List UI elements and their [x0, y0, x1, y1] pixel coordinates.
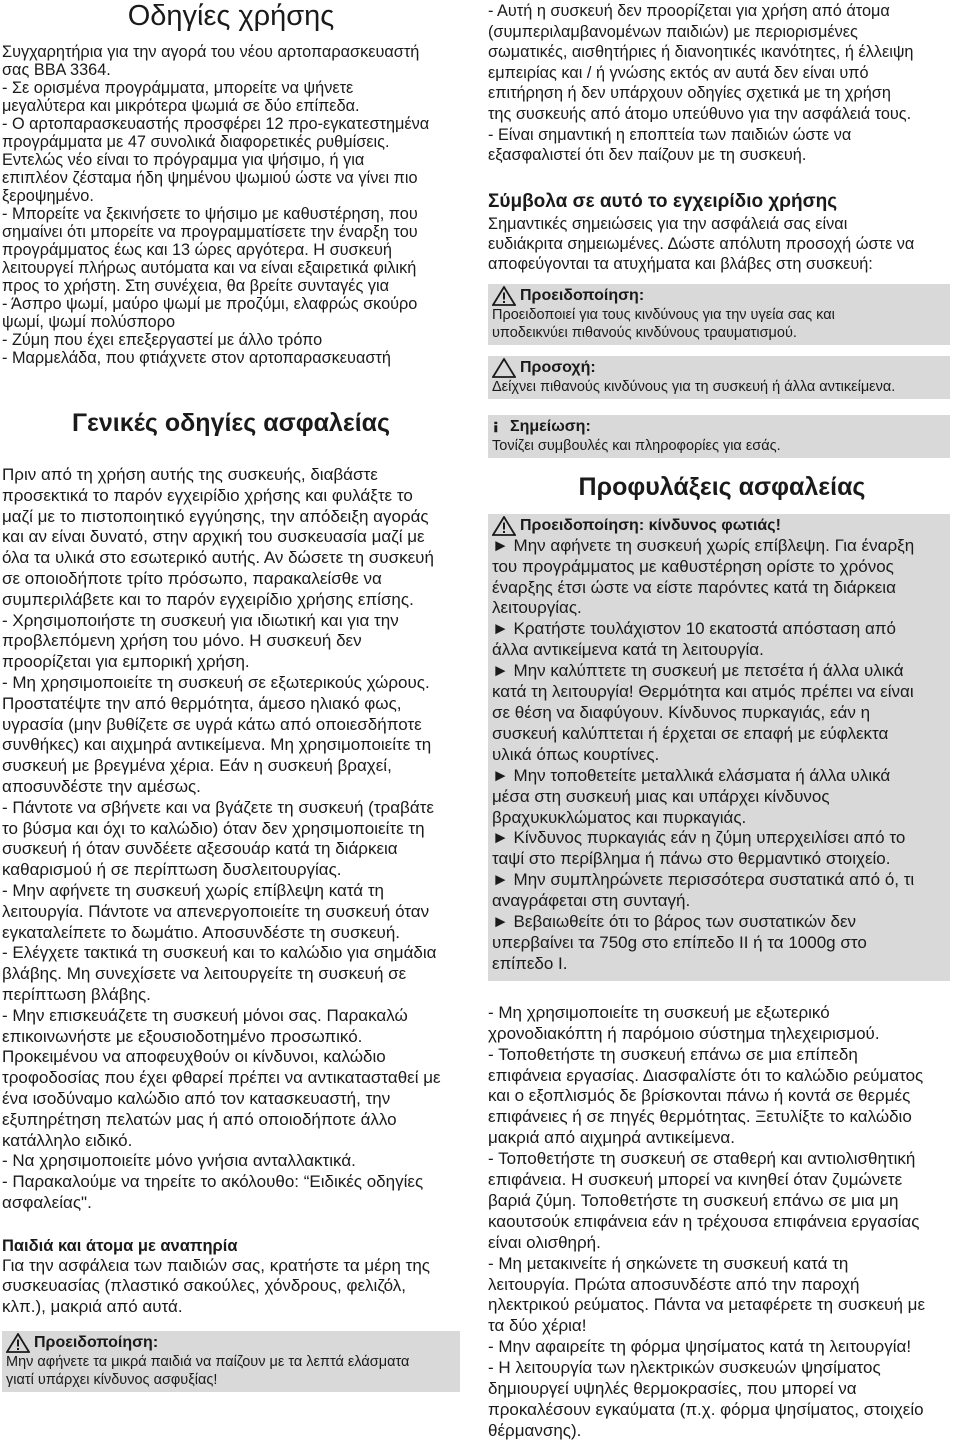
right-intro-text: [488, 1, 956, 166]
right-bottom-line: - Μην αφαιρείτε τη φόρμα ψησίματος κατά τη λειτουργία!: [488, 1337, 912, 1357]
safety-line: αποσυνδέστε την αμέσως.: [2, 776, 201, 796]
right-column: [488, 0, 956, 1442]
fire-warning-line: ► Μην αφήνετε τη συσκευή χωρίς επίβλεψη. Για έναρξη: [492, 535, 915, 555]
right-bottom-line: είναι ολισθηρή.: [488, 1232, 601, 1252]
safety-line: βλάβης. Μη συνεχίσετε να λειτουργείτε τη συσκευή σε: [2, 964, 407, 984]
symbol-warning-line: Προειδοποιεί για τους κινδύνους για την υγεία σας και: [492, 306, 835, 323]
general-safety-title: Γενικές οδηγίες ασφαλείας: [71, 409, 391, 437]
safety-line: σε οποιοδήποτε τρίτο πρόσωπο, παρακαλείσθε να: [2, 568, 382, 588]
safety-line: - Μην επισκευάζετε τη συσκευή μόνοι σας. Παρακαλώ: [2, 1005, 408, 1025]
symbol-caution-title: [492, 358, 946, 378]
symbol-warning-text: [492, 306, 946, 342]
right-bottom-line: θέρμανσης).: [488, 1420, 582, 1440]
intro-line: - Ο αρτοπαρασκευαστής προσφέρει 12 προ-εγκατεστημένα: [2, 115, 430, 133]
symbol-note-title: [492, 417, 946, 437]
right-bottom-line: - Τοποθετήστε τη συσκευή σε σταθερή και αντιολισθητική: [488, 1149, 916, 1169]
symbol-caution-text: [492, 378, 946, 396]
warning-triangle-icon: [492, 286, 516, 306]
intro-line: προγράμματος έως και 13 ώρες αργότερα. Η συσκευή: [2, 241, 392, 259]
safety-line: Πριν από τη χρήση αυτής της συσκευής, διαβάστε: [2, 465, 378, 484]
fire-warning-line: υπερβαίνει τα 750g στο επίπεδο II ή τα 1000g στο: [492, 932, 867, 952]
symbol-note-line: Τονίζει συμβουλές και πληροφορίες για εσάς.: [492, 437, 781, 454]
fire-warning-line: σε θέση να διαφύγουν. Κίνδυνος πυρκαγιάς, εάν η: [492, 703, 871, 722]
fire-warning-line: έναρξης έτσι ώστε να είστε παρόντες κατά τη διάρκεια: [492, 577, 896, 597]
right-bottom-line: - Μη μετακινείτε ή σηκώνετε τη συσκευή κατά τη: [488, 1253, 849, 1273]
symbols-line: ευδιάκριτα σημειωμένες. Δώστε απόλυτη προσοχή ώστε να: [488, 234, 915, 253]
children-heading: Παιδιά και άτομα με αναπηρία: [2, 1236, 238, 1255]
warning-triangle-icon: [6, 1333, 30, 1353]
safety-line: εξυπηρέτηση πελατών μας ή από οποιοδήποτε άλλο: [2, 1109, 397, 1129]
safety-line: - Μη χρησιμοποιείτε τη συσκευή σε εξωτερικούς χώρους.: [2, 672, 430, 692]
safety-line: τροφοδοσίας που έχει φθαρεί πρέπει να αντικατασταθεί με: [2, 1068, 441, 1088]
info-i-icon: [492, 417, 506, 437]
symbol-box-caution: [488, 356, 950, 399]
fire-warning-line: ► Μην τοποθετείτε μεταλλικά ελάσματα ή άλλα υλικά: [492, 765, 891, 785]
safety-line: καθαρισμού ή σε περίπτωση δυσλειτουργίας.: [2, 860, 342, 880]
safety-line: εγκαταλείπετε το δωμάτιο. Αποσυνδέστε τη συσκευή.: [2, 922, 400, 942]
children-text: [2, 1256, 460, 1318]
fire-warning-line: μέσα στη συσκευή μιας και υπάρχει κίνδυνος: [492, 786, 830, 806]
right-intro-line: εξασφαλιστεί ότι δεν παίζουν με τη συσκευή.: [488, 146, 807, 165]
warning-box-title-text: Προειδοποίηση:: [34, 1334, 159, 1352]
right-bottom-line: μακριά από αιχμηρά αντικείμενα.: [488, 1128, 735, 1148]
fire-warning-line: ► Κίνδυνος πυρκαγιάς εάν η ζύμη υπερχειλίσει από το: [492, 828, 906, 848]
right-intro-line: - Αυτή η συσκευή δεν προορίζεται για χρήση από άτομα: [488, 2, 890, 20]
right-intro-line: (συμπεριλαμβανομένων παιδιών) με περιορισμένες: [488, 22, 858, 41]
fire-warning-line: βραχυκυκλώματος και πυρκαγιάς.: [492, 807, 747, 827]
intro-line: - Σε ορισμένα προγράμματα, μπορείτε να ψήνετε: [2, 79, 354, 97]
safety-line: - Μην αφήνετε τη συσκευή χωρίς επίβλεψη κατά τη: [2, 880, 385, 900]
precautions-title: Προφυλάξεις ασφαλείας: [578, 472, 866, 501]
intro-line: σημαίνει ότι μπορείτε να προγραμματίσετε την έναρξη του: [2, 223, 418, 241]
symbols-title: Σύμβολα σε αυτό το εγχειρίδιο χρήσης: [488, 190, 838, 212]
intro-line: σας BBA 3364.: [2, 61, 111, 79]
fire-warning-line: συσκευή καλύπτεται ή έρχεται σε επαφή με εύφλεκτα: [492, 723, 889, 743]
safety-line: κατάλληλο ειδικό.: [2, 1130, 133, 1150]
symbol-warning-title-text: Προειδοποίηση:: [520, 286, 645, 304]
safety-line: επικοινωνήστε με εξουσιοδοτημένο προσωπικό.: [2, 1026, 363, 1046]
safety-line: - Πάντοτε να σβήνετε και να βγάζετε τη συσκευή (τραβάτε: [2, 797, 434, 817]
safety-line: προβλεπόμενη χρήση του μόνο. Η συσκευή δεν: [2, 631, 362, 651]
right-bottom-line: δημιουργεί υψηλές θερμοκρασίες, που μπορεί να: [488, 1379, 857, 1399]
right-intro-line: επιτήρηση ή δεν υπάρχουν οδηγίες σχετικά με τη χρήση: [488, 84, 891, 103]
safety-line: συσκευή με βρεγμένα χέρια. Εάν η συσκευή βραχεί,: [2, 756, 392, 776]
page-title: Οδηγίες χρήσης: [127, 0, 335, 32]
general-safety-text: [2, 465, 460, 1214]
fire-warning-line: άλλα αντικείμενα κατά τη λειτουργία.: [492, 640, 764, 660]
fire-warning-box: [488, 514, 950, 981]
right-bottom-line: λειτουργία. Πρώτα αποσυνδέστε από την παροχή: [488, 1274, 860, 1294]
children-line: κλπ.), μακριά από αυτά.: [2, 1297, 183, 1317]
symbol-warning-title: [492, 286, 946, 306]
fire-warning-line: επίπεδο I.: [492, 953, 568, 973]
right-bottom-line: τα δύο χέρια!: [488, 1316, 587, 1336]
children-line: συσκευασίας (πλαστικό σακούλες, χόνδρους, φελιζόλ,: [2, 1276, 407, 1296]
right-bottom-line: καουτσούκ επιφάνεια εάν η τρέχουσα επιφάνεια εργασίας: [488, 1211, 920, 1231]
safety-line: Προστατέψτε την από θερμότητα, άμεσο ηλιακό φως,: [2, 693, 402, 713]
intro-line: προγράμματα με 47 συνολικά διαφορετικές ρυθμίσεις.: [2, 133, 390, 151]
intro-line: Συγχαρητήρια για την αγορά του νέου αρτοπαρασκευαστή: [2, 43, 420, 61]
symbols-text: [488, 214, 956, 274]
intro-line: - Μαρμελάδα, που φτιάχνετε στον αρτοπαρασκευαστή: [2, 349, 391, 367]
intro-text: [2, 43, 460, 367]
warning-box-line: Μην αφήνετε τα μικρά παιδιά να παίζουν με τα λεπτά ελάσματα: [6, 1354, 410, 1371]
safety-line: λειτουργία. Πάντοτε να απενεργοποιείτε τη συσκευή όταν: [2, 901, 430, 921]
right-bottom-line: - Τοποθετήστε τη συσκευή επάνω σε μια επίπεδη: [488, 1044, 858, 1064]
warning-triangle-icon: [492, 516, 516, 536]
intro-line: λειτουργεί πλήρως αυτόματα και να είναι εξαιρετικά φιλική: [2, 259, 417, 277]
fire-warning-line: λειτουργίας.: [492, 598, 582, 618]
warning-box-text: [6, 1353, 456, 1389]
fire-warning-title: [492, 516, 946, 536]
safety-line: μαζί με το πιστοποιητικό εγγύησης, την απόδειξη αγοράς: [2, 506, 429, 526]
fire-warning-line: ► Βεβαιωθείτε ότι το βάρος των συστατικών δεν: [492, 912, 857, 932]
safety-line: - Ελέγχετε τακτικά τη συσκευή και το καλώδιο για σημάδια: [2, 943, 437, 963]
fire-warning-line: αναγράφεται στη συνταγή.: [492, 891, 691, 911]
safety-line: - Να χρησιμοποιείτε μόνο γνήσια ανταλλακτικά.: [2, 1151, 356, 1171]
left-column: [2, 0, 460, 1392]
caution-triangle-icon: [492, 358, 516, 378]
intro-line: προς το χρήστη. Στη συνέχεια, θα βρείτε συνταγές για: [2, 277, 390, 295]
safety-line: Προκειμένου να αποφευχθούν οι κίνδυνοι, καλώδιο: [2, 1047, 386, 1067]
safety-line: όλα τα υλικά στο εσωτερικό αυτής. Αν δώσετε τη συσκευή: [2, 548, 434, 568]
safety-line: - Παρακαλούμε να τηρείτε το ακόλουθο: “Ειδικές οδηγίες: [2, 1172, 424, 1192]
safety-line: προορίζεται για εμπορική χρήση.: [2, 652, 250, 672]
fire-warning-line: ► Κρατήστε τουλάχιστον 10 εκατοστά απόσταση από: [492, 619, 896, 639]
fire-warning-line: ► Μην καλύπτετε τη συσκευή με πετσέτα ή άλλα υλικά: [492, 661, 904, 681]
right-bottom-line: - Η λειτουργία των ηλεκτρικών συσκευών ψησίματος: [488, 1358, 881, 1378]
intro-line: - Μπορείτε να ξεκινήσετε το ψήσιμο με καθυστέρηση, που: [2, 205, 418, 223]
safety-line: και αν είναι δυνατό, στην αρχική του συσκευασία μαζί με: [2, 527, 425, 547]
fire-warning-line: ταψί στο περίβλημα ή πάνω στο θερμαντικό στοιχείο.: [492, 849, 891, 869]
intro-line: επιπλέον ζέσταμα ήδη ψημένου ψωμιού ώστε να γίνει πιο: [2, 169, 418, 187]
fire-warning-title-text: Προειδοποίηση: κίνδυνος φωτιάς!: [520, 516, 781, 534]
safety-line: υγρασία (μην βυθίζετε σε υγρά κάτω από οποιεσδήποτε: [2, 714, 422, 734]
intro-line: Εντελώς νέο είναι το πρόγραμμα για ψήσιμο, ή για: [2, 151, 365, 169]
fire-warning-line: υλικά όπως κουρτίνες.: [492, 744, 660, 764]
right-bottom-line: βαριά ζύμη. Τοποθετήστε τη συσκευή επάνω σε μια μη: [488, 1190, 899, 1210]
symbol-box-warning: [488, 284, 950, 345]
intro-line: - Ζύμη που έχει επεξεργαστεί με άλλο τρόπο: [2, 331, 323, 349]
intro-line: μεγαλύτερα και μικρότερα ψωμιά σε δύο επίπεδα.: [2, 97, 360, 115]
warning-box-line: γιατί υπάρχει κίνδυνος ασφυξίας!: [6, 1372, 218, 1389]
right-bottom-text: [488, 1003, 956, 1442]
fire-warning-line: ► Μην συμπληρώνετε περισσότερα συστατικά από ό, τι: [492, 870, 915, 890]
right-bottom-line: επιφάνεια. Η συσκευή μπορεί να κινηθεί όταν ζυμώνετε: [488, 1170, 903, 1190]
right-bottom-line: - Μη χρησιμοποιείτε τη συσκευή με εξωτερικό: [488, 1002, 830, 1022]
symbol-warning-line: υποδεικνύει πιθανούς κινδύνους τραυματισμού.: [492, 324, 797, 341]
safety-line: ασφαλείας".: [2, 1192, 92, 1212]
warning-box-children: [2, 1331, 460, 1392]
symbol-caution-title-text: Προσοχή:: [520, 358, 596, 376]
right-intro-line: - Είναι σημαντική η εποπτεία των παιδιών ώστε να: [488, 125, 852, 144]
children-line: Για την ασφάλεια των παιδιών σας, κρατήστε τα μέρη της: [2, 1255, 430, 1275]
fire-warning-text: [492, 536, 946, 975]
safety-line: το βύσμα και όχι το καλώδιο) όταν δεν χρησιμοποιείτε τη: [2, 818, 425, 838]
symbols-line: Σημαντικές σημειώσεις για την ασφάλειά σας είναι: [488, 214, 848, 233]
intro-line: ψωμί, ψωμί πολύσπορο: [2, 313, 176, 331]
symbol-note-title-text: Σημείωση:: [510, 417, 591, 435]
safety-line: - Χρησιμοποιήστε τη συσκευή για ιδιωτική και για την: [2, 610, 399, 630]
right-bottom-line: επιφάνειες ή σε πηγές θερμότητας. Ξετυλίξτε το καλώδιο: [488, 1107, 912, 1127]
warning-box-title: [6, 1333, 456, 1353]
safety-line: συνθήκες) και αιχμηρά αντικείμενα. Μη χρησιμοποιείτε τη: [2, 735, 432, 755]
symbol-box-note: [488, 415, 950, 458]
safety-line: συσκευή ή όταν συνδέετε αξεσουάρ κατά τη διάρκεια: [2, 839, 398, 859]
safety-line: περίπτωση βλάβης.: [2, 984, 151, 1004]
symbol-note-text: [492, 437, 946, 455]
fire-warning-line: κατά τη λειτουργία! Θερμότητα και ατμός πρέπει να είναι: [492, 682, 914, 702]
symbols-line: αποφεύγονται τα ατυχήματα και βλάβες στη συσκευή:: [488, 254, 873, 273]
right-intro-line: σωματικές, αισθητήριες ή διανοητικές ικανότητες, ή έλλειψη: [488, 43, 914, 62]
symbol-caution-line: Δείχνει πιθανούς κινδύνους για τη συσκευή ή άλλα αντικείμενα.: [492, 378, 896, 395]
right-bottom-line: προκαλέσουν εγκαύματα (π.χ. φόρμα ψησίματος, στοιχείο: [488, 1400, 924, 1419]
right-bottom-line: και ο εξοπλισμός δε βρίσκονται πάνω ή κοντά σε θερμές: [488, 1086, 911, 1106]
right-intro-line: εμπειρίας και / ή γνώσης εκτός αν αυτά δεν είναι υπό: [488, 63, 869, 82]
safety-line: ένα ισοδύναμο καλώδιο από τον κατασκευαστή, την: [2, 1088, 391, 1108]
right-intro-line: της συσκευής από άτομο υπεύθυνο για την ασφάλειά τους.: [488, 104, 912, 123]
safety-line: συμπεριλάβετε και το παρόν εγχειρίδιο χρήσης επίσης.: [2, 589, 414, 609]
intro-line: - Άσπρο ψωμί, μαύρο ψωμί με προζύμι, ελαφρώς σκούρο: [2, 295, 418, 313]
intro-line: ξεροψημένο.: [2, 187, 94, 205]
right-bottom-line: ηλεκτρικού ρεύματος. Πάντα να μεταφέρετε τη συσκευή με: [488, 1295, 926, 1315]
right-bottom-line: χρονοδιακόπτη ή παρόμοιο σύστημα τηλεχειρισμού.: [488, 1023, 880, 1043]
safety-line: προσεκτικά το παρόν εγχειρίδιο χρήσης και φυλάξτε το: [2, 485, 413, 505]
right-bottom-line: επιφάνεια εργασίας. Διασφαλίστε ότι το καλώδιο ρεύματος: [488, 1065, 924, 1085]
fire-warning-line: του προγράμματος με καθυστέρηση ορίστε το χρόνος: [492, 556, 894, 576]
